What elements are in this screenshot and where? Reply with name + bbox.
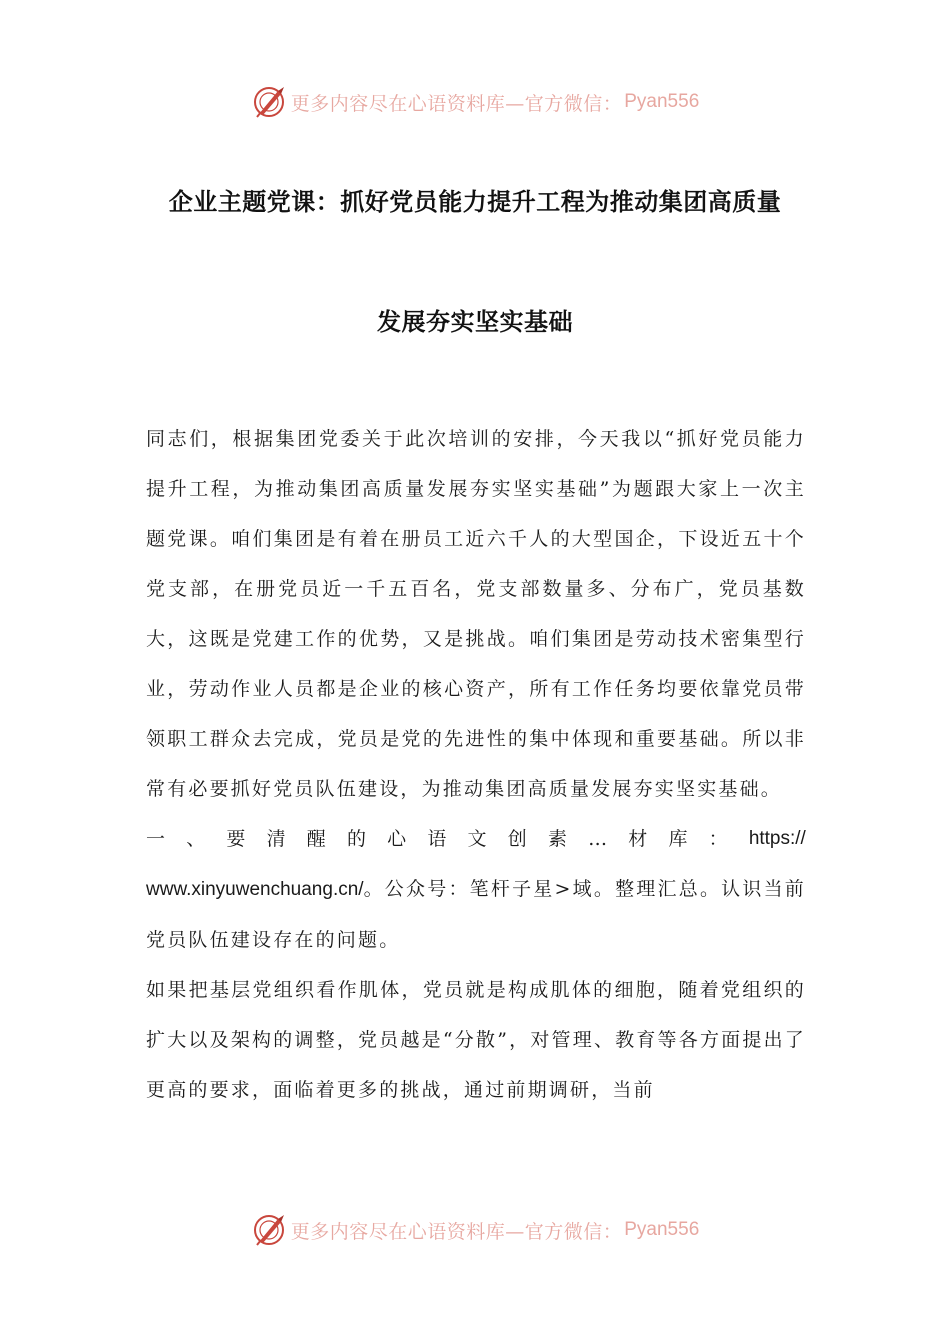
heading-char: 素 [547, 828, 570, 850]
heading-char: 一 [146, 828, 168, 850]
watermark-wechat-id: Pyan556 [624, 91, 700, 112]
document-title-line-1: 企业主题党课：抓好党员能力提升工程为推动集团高质量 [168, 188, 782, 216]
heading-char: 语 [427, 828, 449, 850]
footer-watermark-banner [0, 1208, 950, 1252]
heading-url-link-continued[interactable]: www.xinyuwenchuang.cn/ [146, 879, 364, 900]
heading-char: 文 [467, 828, 489, 850]
heading-url-link[interactable]: https:// [748, 828, 806, 849]
heading-char: … [588, 828, 610, 850]
intro-paragraph: 同志们，根据集团党委关于此次培训的安排，今天我以“抓好党员能力提升工程，为推动集团高质量发展夯实坚实基础”为题跟大家上一次主题党课。咱们集团是有着在册员工近六千人的大型国企，下设近五十个党支部，在册党员近一千五百名，党支部数量多、分布广，党员基数大，这既是党建工作的优势，又是挑战。咱们集团是劳动技术密集型行业，劳动作业人员都是企业的核心资产，所有工作任务均要依靠党员带领职工群众去完成，党员是党的先进性的集中体现和重要基础。所以非常有必要抓好党员队伍建设，为推动集团高质量发展夯实坚实基础。 [146, 428, 806, 800]
heading-char: 的 [346, 828, 369, 850]
heading-char: 、 [186, 828, 208, 850]
second-paragraph: 如果把基层党组织看作肌体，党员就是构成肌体的细胞，随着党组织的扩大以及架构的调整，党员越是“分散”，对管理、教育等各方面提出了更高的要求，面临着更多的挑战，通过前期调研，当前 [146, 979, 806, 1101]
heading-char: 清 [266, 828, 288, 850]
heading-char: 要 [226, 828, 248, 850]
watermark-slogan: 更多内容尽在心语资料库—官方微信： [290, 1220, 623, 1243]
watermark-slogan: 更多内容尽在心语资料库—官方微信： [290, 92, 623, 115]
quill-pen-logo-icon [251, 84, 287, 120]
heading-rest-text: 。公众号：笔杆子星>域。整理汇总。认识当前党员队伍建设存在的问题。 [146, 878, 806, 951]
quill-pen-logo-icon [251, 1212, 287, 1248]
section-heading-line [146, 814, 806, 864]
heading-char: 库 [668, 828, 690, 850]
header-watermark-banner [0, 80, 950, 124]
heading-char: ： [708, 828, 730, 850]
heading-char: 创 [507, 828, 529, 850]
section-heading-paragraph [146, 814, 806, 965]
heading-char: 材 [628, 828, 650, 850]
heading-char: 醒 [306, 828, 328, 850]
document-body [146, 414, 806, 1115]
watermark-wechat-id: Pyan556 [624, 1219, 700, 1240]
heading-char: 心 [387, 828, 409, 850]
document-title-line-2: 发展夯实坚实基础 [377, 308, 573, 336]
